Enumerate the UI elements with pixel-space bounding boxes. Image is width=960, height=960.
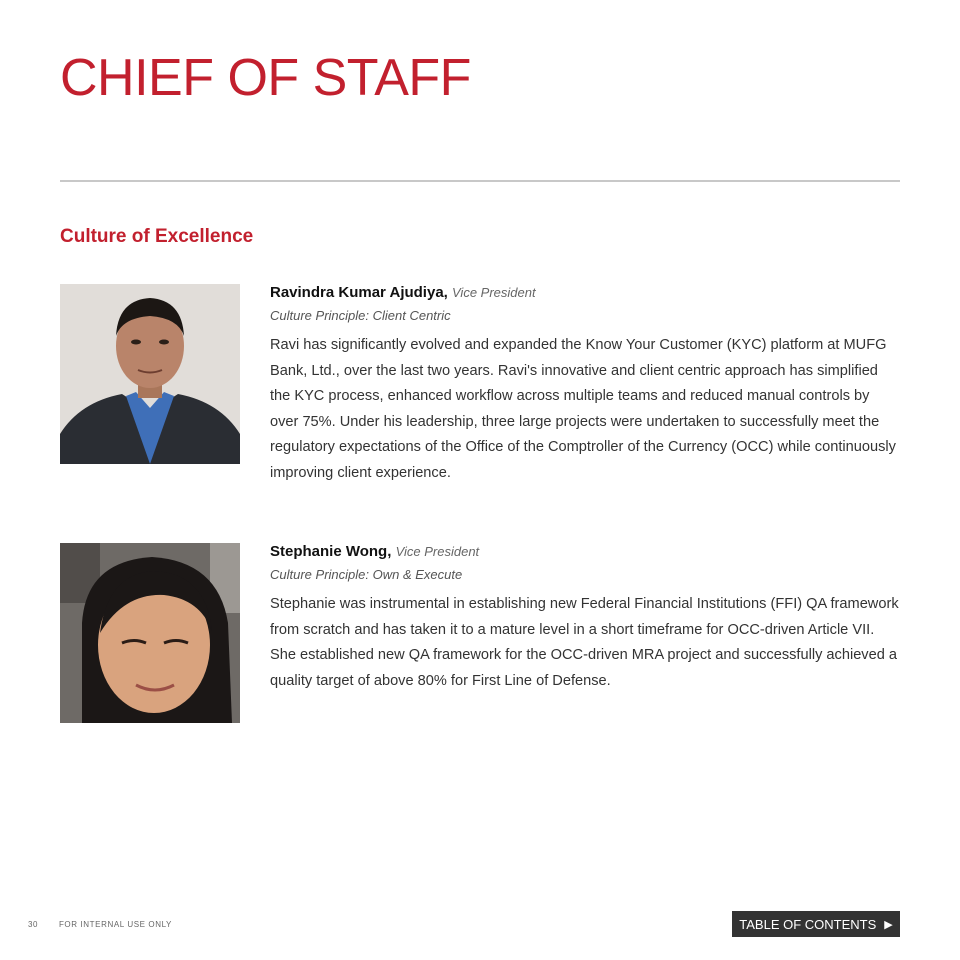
internal-use-notice: FOR INTERNAL USE ONLY bbox=[58, 920, 172, 929]
toc-label: TABLE OF CONTENTS bbox=[739, 916, 877, 932]
profile-culture-principle: Culture Principle: Client Centric bbox=[270, 308, 451, 323]
woman-portrait-photo bbox=[60, 543, 240, 723]
profile-bio: Stephanie was instrumental in establishing new Federal Financial Institutions (FFI) QA framework from scratch and has taken it to a mature level in a short timeframe for OCC-driven Article VII. She established new QA framework for the OCC-driven MRA project and successfully achieved a quality target of above 80% for First Line of Defense. bbox=[270, 596, 899, 689]
profile-role: Vice President bbox=[452, 285, 536, 300]
play-arrow-icon: ▶ bbox=[884, 918, 893, 931]
profile-photo bbox=[60, 543, 240, 723]
profile-name-line bbox=[270, 543, 900, 561]
profile-name: Stephanie Wong, bbox=[270, 543, 392, 560]
profile-name-line bbox=[270, 284, 900, 302]
profile-bio: Ravi has significantly evolved and expanded the Know Your Customer (KYC) platform at MUFG Bank, Ltd., over the last two years. Ravi's innovative and client centric approach has simplified the KYC process, enhanced workflow across multiple teams and reduced manual controls by over 75%. Under his leadership, three large projects were undertaken to successfully meet the regulatory expectations of the Office of the Comptroller of the Currency (OCC) while continuously improving client experience. bbox=[270, 337, 896, 481]
man-portrait-photo bbox=[60, 284, 240, 464]
page-title: CHIEF OF STAFF bbox=[60, 49, 471, 107]
section-heading: Culture of Excellence bbox=[60, 226, 254, 247]
footer-notice bbox=[28, 920, 172, 929]
profile-photo bbox=[60, 284, 240, 464]
table-of-contents-button[interactable] bbox=[732, 911, 900, 937]
profile-name: Ravindra Kumar Ajudiya, bbox=[270, 284, 448, 301]
profile-role: Vice President bbox=[395, 544, 480, 559]
page-number: 30 bbox=[28, 920, 39, 929]
profile-info bbox=[270, 543, 900, 694]
profile-info bbox=[270, 284, 900, 486]
header-divider bbox=[60, 180, 900, 182]
profile-culture-principle: Culture Principle: Own & Execute bbox=[270, 567, 463, 582]
